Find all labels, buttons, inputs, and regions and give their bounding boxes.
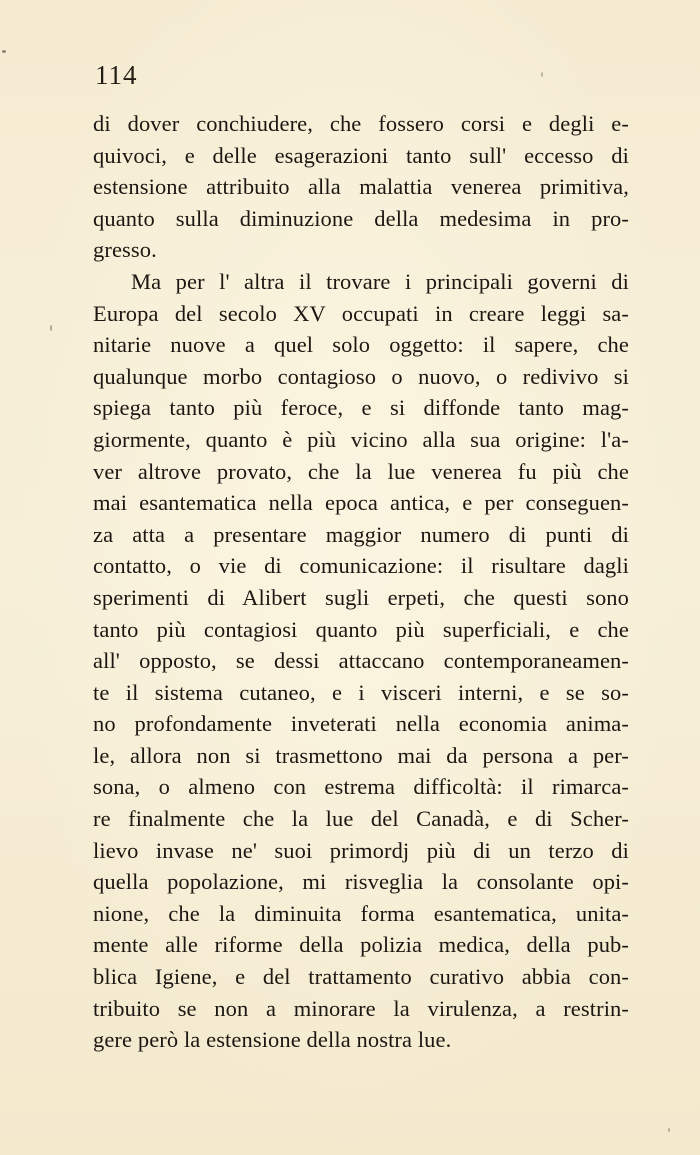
text-line: za atta a presentare maggior numero di punti di	[93, 521, 629, 547]
page-number: 114	[95, 60, 138, 90]
text-line: sona, o almeno con estrema difficoltà: il rimarca-	[93, 774, 629, 800]
text-line: nione, che la diminuita forma esantematica, unita-	[93, 900, 629, 926]
text-line: mente alle riforme della polizia medica, della pub-	[93, 932, 629, 958]
text-line: tanto più contagiosi quanto più superficiali, e che	[93, 616, 629, 642]
text-line: blica Igiene, e del trattamento curativo abbia con-	[93, 964, 629, 990]
paper-speck	[50, 325, 52, 331]
text-line: estensione attribuito alla malattia venerea primitiva,	[93, 174, 629, 200]
text-line: giormente, quanto è più vicino alla sua origine: l'a-	[93, 426, 629, 452]
paper-speck	[668, 1128, 670, 1132]
text-line: sperimenti di Alibert sugli erpeti, che questi sono	[93, 584, 629, 610]
text-line: contatto, o vie di comunicazione: il risultare dagli	[93, 553, 629, 579]
body-text	[93, 108, 629, 1056]
text-line: gere però la estensione della nostra lue.	[93, 1027, 452, 1053]
text-line: nitarie nuove a quel solo oggetto: il sapere, che	[93, 332, 629, 358]
text-line: quanto sulla diminuzione della medesima in pro-	[93, 205, 629, 231]
text-line: quivoci, e delle esagerazioni tanto sull' eccesso di	[93, 142, 629, 168]
text-line: te il sistema cutaneo, e i visceri interni, e se so-	[93, 679, 629, 705]
text-line: le, allora non si trasmettono mai da persona a per-	[93, 742, 629, 768]
text-line: mai esantematica nella epoca antica, e per conseguen-	[93, 490, 629, 516]
paragraph-start-line: Ma per l' altra il trovare i principali governi di	[131, 268, 629, 294]
text-line: lievo invase ne' suoi primordj più di un terzo di	[93, 837, 629, 863]
text-line: di dover conchiudere, che fossero corsi e degli e-	[93, 111, 629, 136]
paper-speck	[541, 72, 543, 77]
text-line: ver altrove provato, che la lue venerea fu più che	[93, 458, 629, 484]
text-line: no profondamente inveterati nella economia anima-	[93, 711, 629, 737]
text-line: spiega tanto più feroce, e si diffonde tanto mag-	[93, 395, 629, 421]
text-line: qualunque morbo contagioso o nuovo, o redivivo si	[93, 363, 629, 389]
text-line: quella popolazione, mi risveglia la consolante opi-	[93, 869, 629, 895]
text-line: all' opposto, se dessi attaccano contemporaneamen-	[93, 648, 629, 674]
text-line: Europa del secolo XV occupati in creare leggi sa-	[93, 300, 629, 326]
text-line: tribuito se non a minorare la virulenza, a restrin-	[93, 995, 629, 1021]
paper-speck	[2, 50, 6, 53]
text-line: gresso.	[93, 237, 157, 263]
text-line: re finalmente che la lue del Canadà, e di Scher-	[93, 806, 629, 832]
